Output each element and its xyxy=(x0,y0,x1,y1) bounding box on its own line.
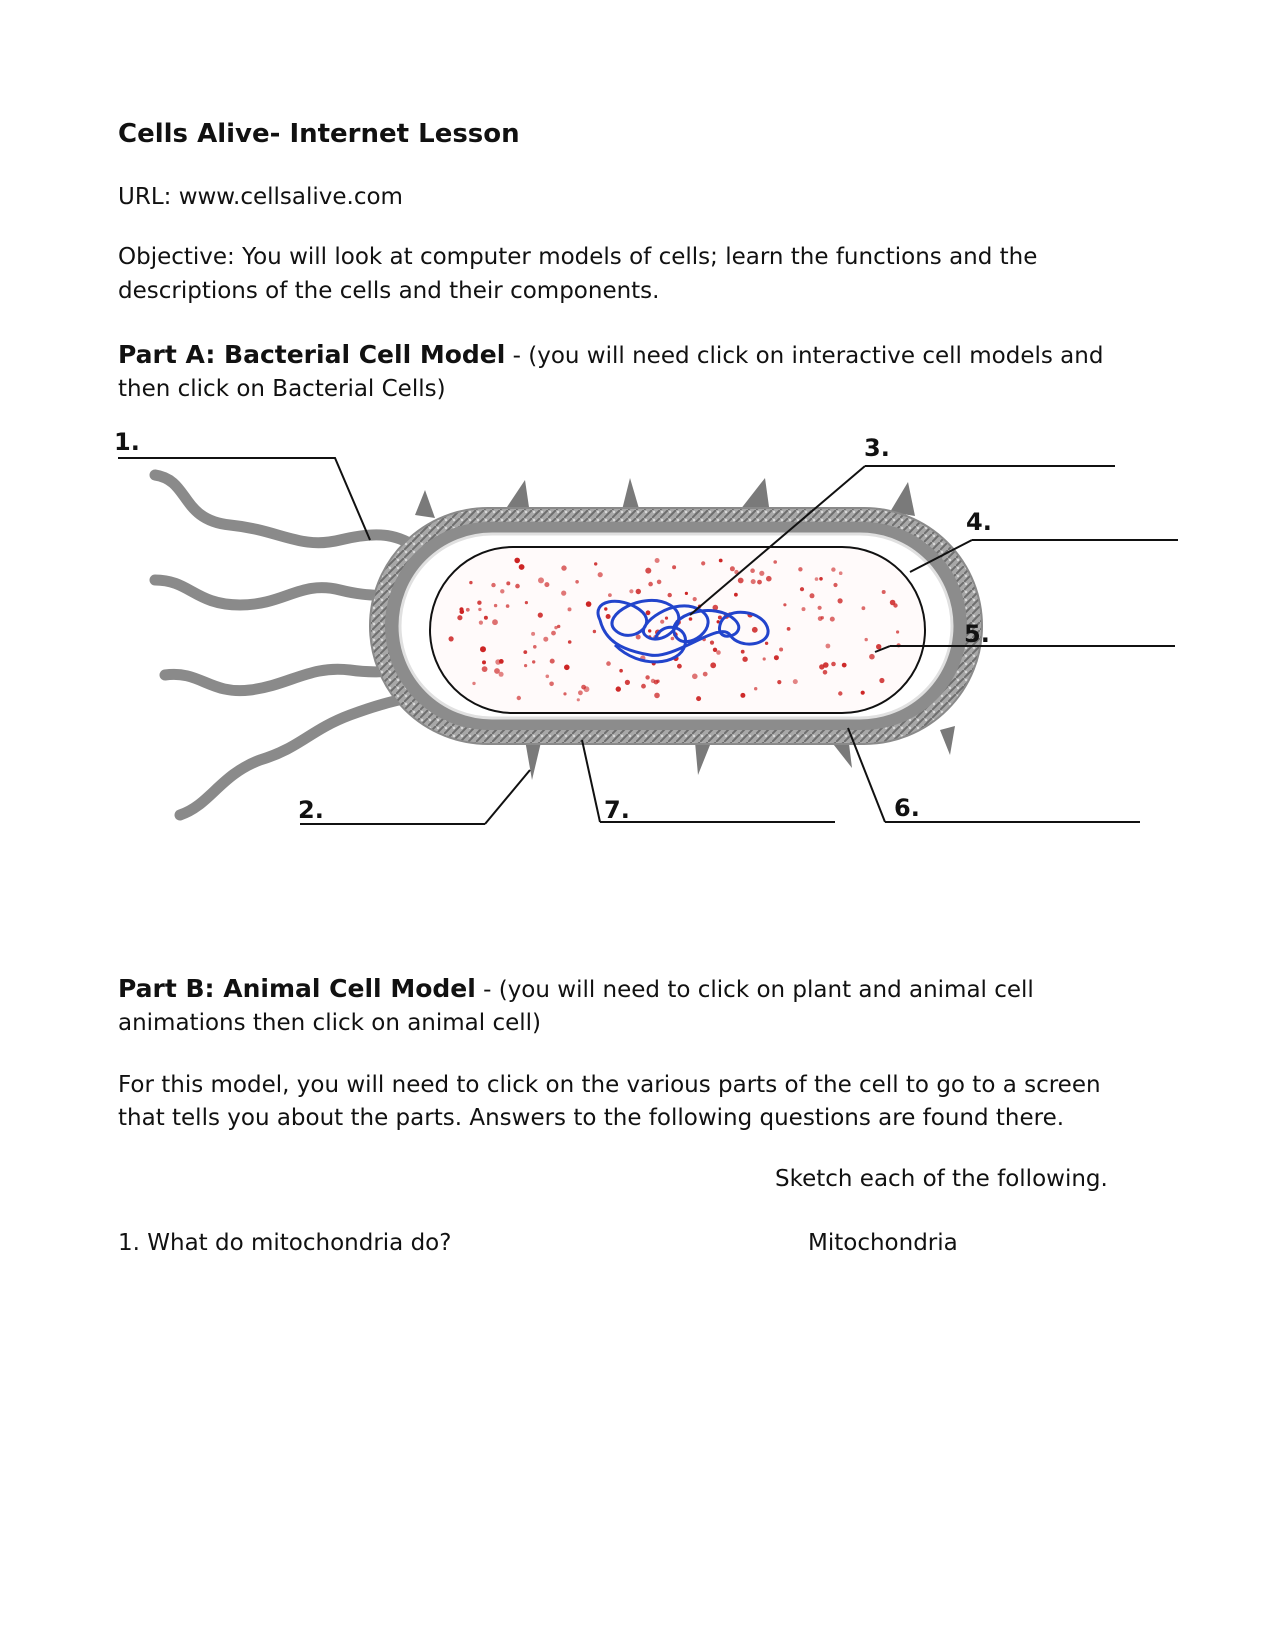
ribosome-dot xyxy=(506,604,510,608)
ribosome-dot xyxy=(713,648,717,652)
ribosome-dot xyxy=(879,678,884,683)
ribosome-dot xyxy=(563,692,566,695)
ribosome-dot xyxy=(765,642,768,645)
part-b-note-line-2: that tells you about the parts. Answers to the following questions are found there. xyxy=(118,1105,1065,1131)
part-b-note-line-1: For this model, you will need to click on the various parts of the cell to go to a screen xyxy=(118,1072,1101,1098)
ribosome-dot xyxy=(491,583,495,587)
pilus xyxy=(415,490,435,518)
ribosome-dot xyxy=(459,607,463,611)
part-b-heading-line xyxy=(118,972,1034,1007)
url-line: URL: www.cellsalive.com xyxy=(118,184,403,210)
ribosome-dot xyxy=(787,627,791,631)
diagram-label-5: 5. xyxy=(964,620,990,648)
ribosome-dot xyxy=(466,608,470,612)
ribosome-dot xyxy=(515,584,520,589)
ribosome-dot xyxy=(656,680,659,683)
ribosome-dot xyxy=(839,571,843,575)
ribosome-dot xyxy=(734,593,738,597)
ribosome-dot xyxy=(689,617,693,621)
diagram-label-7: 7. xyxy=(604,796,630,824)
ribosome-dot xyxy=(774,655,779,660)
ribosome-dot xyxy=(517,696,521,700)
ribosome-dot xyxy=(660,620,664,624)
ribosome-dot xyxy=(478,608,481,611)
diagram-label-3: 3. xyxy=(864,434,890,462)
ribosome-dot xyxy=(773,560,777,564)
diagram-label-1: 1. xyxy=(114,430,140,456)
ribosome-dot xyxy=(606,661,611,666)
ribosome-dot xyxy=(779,648,783,652)
ribosome-dot xyxy=(654,693,660,699)
ribosome-dot xyxy=(568,607,572,611)
ribosome-dot xyxy=(665,617,668,620)
ribosome-dot xyxy=(819,577,823,581)
ribosome-dot xyxy=(896,630,899,633)
ribosome-dot xyxy=(815,577,819,581)
part-b-instruction-line-2: animations then click on animal cell) xyxy=(118,1010,542,1036)
ribosome-dot xyxy=(693,597,697,601)
ribosome-dot xyxy=(524,664,527,667)
question-1: 1. What do mitochondria do? xyxy=(118,1230,452,1256)
ribosome-dot xyxy=(802,607,806,611)
ribosome-dot xyxy=(657,580,662,585)
ribosome-dot xyxy=(575,580,579,584)
ribosome-dot xyxy=(751,579,756,584)
ribosome-dot xyxy=(831,567,835,571)
document-title: Cells Alive- Internet Lesson xyxy=(118,119,520,149)
objective-line-2: descriptions of the cells and their components. xyxy=(118,278,660,304)
ribosome-dot xyxy=(479,621,483,625)
ribosome-dot xyxy=(819,664,824,669)
ribosome-dot xyxy=(777,680,781,684)
ribosome-dot xyxy=(645,568,651,574)
ribosome-dot xyxy=(606,614,611,619)
sketch-label-mitochondria: Mitochondria xyxy=(808,1230,958,1256)
leader-7-stem xyxy=(582,740,600,822)
ribosome-dot xyxy=(538,577,544,583)
ribosome-dot xyxy=(561,565,566,570)
ribosome-dot xyxy=(538,613,543,618)
objective-line-1: Objective: You will look at computer models of cells; learn the functions and the xyxy=(118,244,1038,270)
ribosome-dot xyxy=(492,619,498,625)
ribosome-dot xyxy=(869,654,875,660)
ribosome-dot xyxy=(449,636,454,641)
ribosome-dot xyxy=(823,670,828,675)
ribosome-dot xyxy=(593,630,596,633)
ribosome-dot xyxy=(685,592,688,595)
ribosome-dot xyxy=(810,593,815,598)
ribosome-dot xyxy=(531,632,535,636)
ribosome-dot xyxy=(546,675,550,679)
ribosome-dot xyxy=(499,659,504,664)
ribosome-dot xyxy=(692,674,698,680)
ribosome-dot xyxy=(798,567,802,571)
ribosome-dot xyxy=(506,581,510,585)
ribosome-dot xyxy=(594,562,597,565)
ribosome-dot xyxy=(544,582,549,587)
ribosome-dot xyxy=(532,660,535,663)
ribosome-dot xyxy=(730,566,735,571)
ribosome-dot xyxy=(750,568,755,573)
part-a-heading-line xyxy=(118,338,1103,373)
diagram-label-6: 6. xyxy=(894,794,920,822)
ribosome-dot xyxy=(865,638,868,641)
ribosome-dot xyxy=(890,600,896,606)
ribosome-dot xyxy=(477,601,481,605)
ribosome-dot xyxy=(629,589,633,593)
pilus xyxy=(695,740,712,775)
ribosome-dot xyxy=(586,601,592,607)
ribosome-dot xyxy=(554,626,557,629)
ribosome-dot xyxy=(861,691,865,695)
ribosome-dot xyxy=(862,606,866,610)
ribosome-dot xyxy=(838,598,843,603)
ribosome-dot xyxy=(482,660,486,664)
ribosome-dot xyxy=(500,589,504,593)
ribosome-dot xyxy=(800,587,804,591)
ribosome-dot xyxy=(469,581,472,584)
ribosome-dot xyxy=(838,691,842,695)
ribosome-dot xyxy=(641,684,646,689)
ribosome-dot xyxy=(648,629,651,632)
ribosome-dot xyxy=(480,646,486,652)
ribosome-dot xyxy=(826,644,831,649)
ribosome-dot xyxy=(741,650,745,654)
ribosome-dot xyxy=(818,616,823,621)
ribosome-dot xyxy=(549,682,554,687)
ribosome-dot xyxy=(759,571,764,576)
ribosome-dot xyxy=(648,582,653,587)
ribosome-dot xyxy=(619,669,623,673)
ribosome-dot xyxy=(523,650,527,654)
ribosome-dot xyxy=(514,558,520,564)
ribosome-dot xyxy=(763,657,766,660)
ribosome-dot xyxy=(740,693,745,698)
ribosome-dot xyxy=(551,631,556,636)
ribosome-dot xyxy=(710,641,714,645)
ribosome-dot xyxy=(525,601,528,604)
pilus xyxy=(940,726,955,755)
ribosome-dot xyxy=(568,640,572,644)
ribosome-dot xyxy=(738,578,744,584)
part-a-instruction-line-2: then click on Bacterial Cells) xyxy=(118,376,446,402)
ribosome-dot xyxy=(655,558,660,563)
ribosome-dot xyxy=(710,662,716,668)
ribosome-dot xyxy=(625,680,630,685)
ribosome-dot xyxy=(519,564,525,570)
ribosome-dot xyxy=(636,589,641,594)
part-b-heading: Part B: Animal Cell Model xyxy=(118,974,476,1003)
ribosome-dot xyxy=(783,603,786,606)
ribosome-dot xyxy=(564,665,570,671)
ribosome-dot xyxy=(457,615,462,620)
ribosome-dot xyxy=(577,698,580,701)
ribosome-dot xyxy=(616,686,621,691)
ribosome-dot xyxy=(793,679,798,684)
ribosome-dot xyxy=(818,606,822,610)
ribosome-dot xyxy=(598,572,603,577)
ribosome-dot xyxy=(561,591,566,596)
ribosome-dot xyxy=(696,696,701,701)
ribosome-dot xyxy=(604,607,607,610)
ribosome-dot xyxy=(646,610,651,615)
ribosome-dot xyxy=(677,664,682,669)
ribosome-dot xyxy=(876,644,881,649)
ribosome-dot xyxy=(494,604,497,607)
ribosome-dot xyxy=(482,666,488,672)
ribosome-dot xyxy=(882,590,886,594)
ribosome-dot xyxy=(668,593,672,597)
ribosome-dot xyxy=(472,682,475,685)
ribosome-dot xyxy=(742,657,747,662)
ribosome-dot xyxy=(651,679,655,683)
ribosome-dot xyxy=(842,663,847,668)
diagram-label-4: 4. xyxy=(966,508,992,536)
ribosome-dot xyxy=(578,690,583,695)
ribosome-dot xyxy=(752,627,758,633)
ribosome-dot xyxy=(608,593,612,597)
ribosome-dot xyxy=(550,659,555,664)
part-a-heading: Part A: Bacterial Cell Model xyxy=(118,340,506,369)
sketch-instruction: Sketch each of the following. xyxy=(775,1166,1108,1192)
ribosome-dot xyxy=(672,565,676,569)
part-a-instruction: - (you will need click on interactive cell models and xyxy=(505,343,1104,369)
ribosome-dot xyxy=(499,672,504,677)
ribosome-dot xyxy=(754,687,757,690)
ribosome-dot xyxy=(766,576,772,582)
ribosome-dot xyxy=(703,672,708,677)
ribosome-dot xyxy=(645,675,649,679)
ribosome-dot xyxy=(757,580,762,585)
pilus xyxy=(622,478,640,512)
ribosome-dot xyxy=(671,637,675,641)
leader-2-stem xyxy=(485,770,530,824)
ribosome-dot xyxy=(830,617,835,622)
ribosome-dot xyxy=(533,645,537,649)
part-b-instruction: - (you will need to click on plant and animal cell xyxy=(475,977,1034,1003)
bacterial-cell-diagram xyxy=(100,430,1200,850)
ribosome-dot xyxy=(584,686,590,692)
ribosome-dot xyxy=(543,637,548,642)
ribosome-dot xyxy=(719,559,723,563)
ribosome-dot xyxy=(701,561,705,565)
ribosome-dot xyxy=(833,583,837,587)
diagram-label-2: 2. xyxy=(298,796,324,824)
ribosome-dot xyxy=(484,616,488,620)
flagellum xyxy=(155,475,420,550)
ribosome-dot xyxy=(831,662,836,667)
